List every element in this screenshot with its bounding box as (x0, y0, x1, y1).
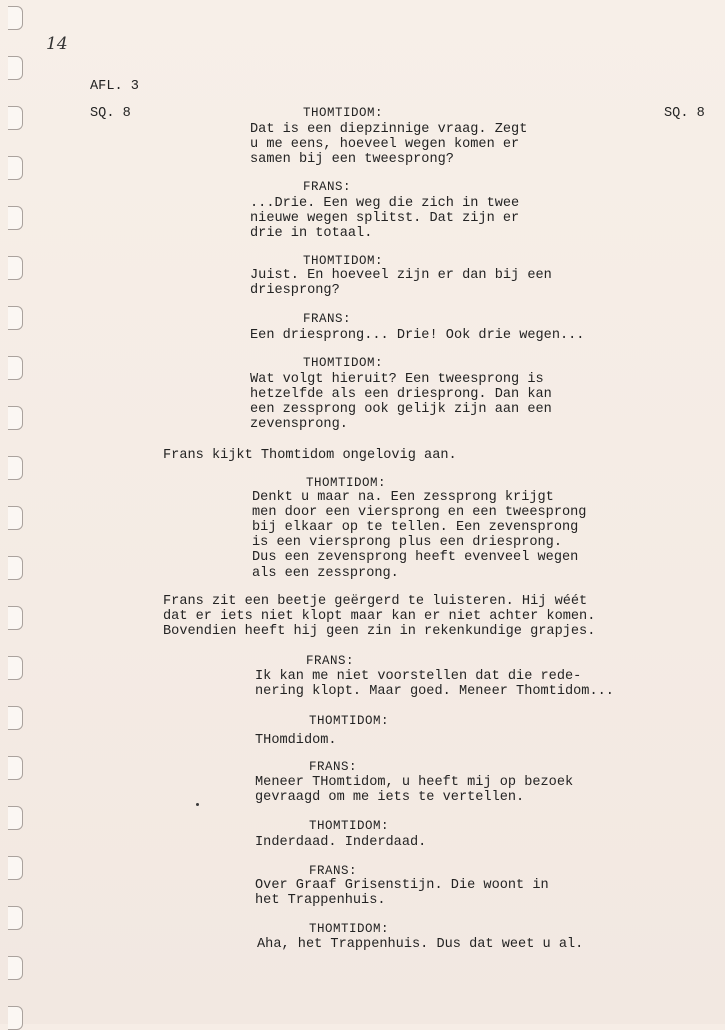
dialogue-line: ...Drie. Een weg die zich in twee (250, 196, 520, 211)
binder-hole (8, 156, 23, 180)
dialogue-line: het Trappenhuis. (255, 893, 386, 909)
action-line: Bovendien heeft hij geen zin in rekenkundige grapjes. (163, 624, 596, 640)
speaker-name: FRANS: (303, 180, 352, 194)
binder-hole (8, 606, 23, 630)
dialogue-line: Dus een zevensprong heeft evenveel wegen (252, 550, 579, 566)
binder-hole (8, 906, 23, 930)
speaker-name: THOMTIDOM: (303, 106, 384, 120)
episode-label: AFL. 3 (90, 79, 139, 94)
dialogue-line: hetzelfde als een driesprong. Dan kan (250, 387, 552, 403)
dialogue-line: Wat volgt hieruit? Een tweesprong is (250, 372, 544, 387)
binder-hole (8, 306, 23, 330)
action-line: dat er iets niet klopt maar kan er niet achter komen. (163, 609, 596, 625)
speaker-name: THOMTIDOM: (303, 356, 384, 370)
action-line: Frans kijkt Thomtidom ongelovig aan. (163, 448, 457, 463)
dialogue-line: Denkt u maar na. Een zessprong krijgt (252, 490, 554, 505)
dialogue-line: Ik kan me niet voorstellen dat die rede- (255, 669, 582, 684)
speaker-name: FRANS: (306, 654, 355, 668)
binder-hole (8, 806, 23, 830)
dialogue-line: zevensprong. (250, 417, 348, 433)
dialogue-line: drie in totaal. (250, 226, 373, 242)
dialogue-line: een zessprong ook gelijk zijn aan een (250, 402, 552, 418)
speaker-name: THOMTIDOM: (309, 714, 390, 728)
dialogue-line: Dat is een diepzinnige vraag. Zegt (250, 122, 528, 137)
dialogue-line: Inderdaad. Inderdaad. (255, 835, 427, 850)
binder-hole (8, 56, 23, 80)
dialogue-line: gevraagd om me iets te vertellen. (255, 790, 525, 806)
dialogue-line: Aha, het Trappenhuis. Dus dat weet u al. (257, 937, 584, 952)
binder-hole (8, 756, 23, 780)
binder-holes (8, 0, 28, 1024)
binder-hole (8, 506, 23, 530)
ink-speck (196, 803, 199, 806)
binder-hole (8, 1006, 23, 1030)
binder-hole (8, 106, 23, 130)
speaker-name: FRANS: (303, 312, 352, 326)
speaker-name: FRANS: (309, 864, 358, 878)
dialogue-line: Over Graaf Grisenstijn. Die woont in (255, 878, 549, 893)
dialogue-line: als een zessprong. (252, 565, 399, 581)
binder-hole (8, 556, 23, 580)
binder-hole (8, 406, 23, 430)
action-line: Frans zit een beetje geërgerd te luisteren. Hij wéét (163, 594, 588, 609)
sequence-label-right: SQ. 8 (664, 106, 705, 121)
dialogue-line: nering klopt. Maar goed. Meneer Thomtidom... (255, 684, 614, 700)
binder-hole (8, 706, 23, 730)
dialogue-line: THomdidom. (255, 733, 337, 748)
binder-hole (8, 6, 23, 30)
speaker-name: THOMTIDOM: (309, 922, 390, 936)
dialogue-line: bij elkaar op te tellen. Een zevensprong (252, 520, 579, 536)
dialogue-line: driesprong? (250, 283, 340, 299)
dialogue-line: samen bij een tweesprong? (250, 152, 454, 168)
binder-hole (8, 256, 23, 280)
dialogue-line: Juist. En hoeveel zijn er dan bij een (250, 268, 552, 283)
binder-hole (8, 956, 23, 980)
speaker-name: THOMTIDOM: (306, 476, 387, 490)
dialogue-line: Meneer THomtidom, u heeft mij op bezoek (255, 775, 574, 790)
speaker-name: THOMTIDOM: (309, 819, 390, 833)
dialogue-line: Een driesprong... Drie! Ook drie wegen... (250, 328, 585, 343)
dialogue-line: u me eens, hoeveel wegen komen er (250, 137, 520, 153)
handwritten-page-number: 14 (46, 34, 68, 54)
sequence-label-left: SQ. 8 (90, 106, 131, 121)
binder-hole (8, 856, 23, 880)
speaker-name: THOMTIDOM: (303, 254, 384, 268)
speaker-name: FRANS: (309, 760, 358, 774)
dialogue-line: nieuwe wegen splitst. Dat zijn er (250, 211, 520, 227)
binder-hole (8, 456, 23, 480)
binder-hole (8, 206, 23, 230)
binder-hole (8, 656, 23, 680)
dialogue-line: men door een viersprong en een tweesprong (252, 505, 587, 521)
dialogue-line: is een viersprong plus een driesprong. (252, 535, 562, 551)
binder-hole (8, 356, 23, 380)
